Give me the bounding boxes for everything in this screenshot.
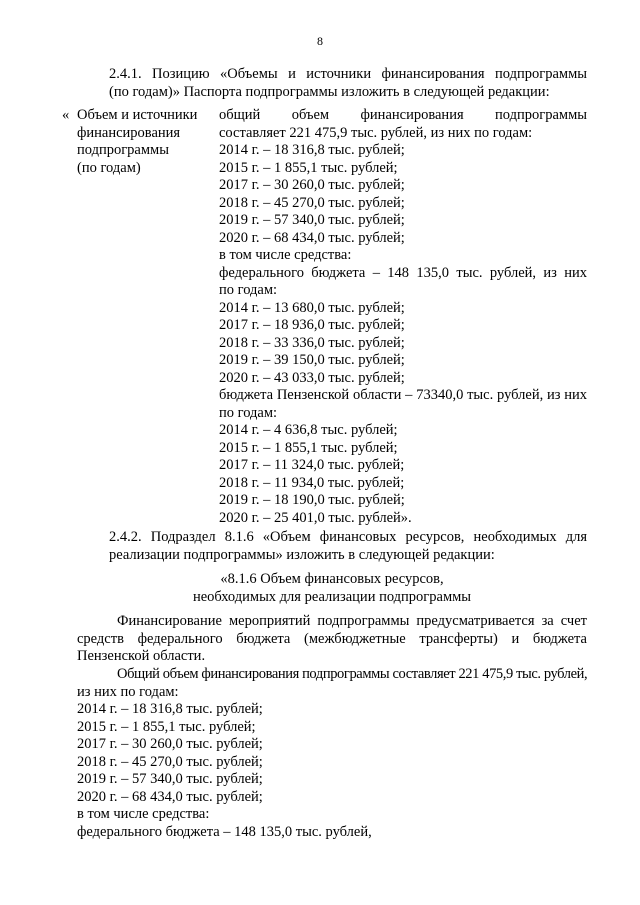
year-line: 2018 г. – 45 270,0 тыс. рублей; <box>77 753 263 770</box>
right-line: бюджета Пензенской области – 73340,0 тыс. рублей, из них <box>219 387 587 403</box>
section-241-line1: 2.4.1. Позицию «Объемы и источники финансирования подпрограммы <box>109 66 587 82</box>
left-line: подпрограммы <box>77 142 169 158</box>
left-line: Объем и источники <box>77 107 198 123</box>
right-line: по годам: <box>219 282 278 298</box>
page-number: 8 <box>317 34 323 48</box>
table-left-column <box>77 107 212 177</box>
right-line: 2020 г. – 25 401,0 тыс. рублей». <box>219 509 412 526</box>
right-line: в том числе средства: <box>219 247 352 263</box>
right-line: 2017 г. – 11 324,0 тыс. рублей; <box>219 457 405 473</box>
right-line: 2018 г. – 45 270,0 тыс. рублей; <box>219 194 405 211</box>
right-line: 2015 г. – 1 855,1 тыс. рублей; <box>219 159 398 176</box>
right-line: 2019 г. – 39 150,0 тыс. рублей; <box>219 352 405 368</box>
incl-line: в том числе средства: <box>77 806 210 822</box>
right-line: 2019 г. – 57 340,0 тыс. рублей; <box>219 212 405 228</box>
subheading-line1: «8.1.6 Объем финансовых ресурсов, <box>220 571 444 587</box>
financing-paragraph <box>77 613 587 666</box>
financing-line2: средств федерального бюджета (межбюджетные трансферты) и бюджета <box>77 630 587 647</box>
right-line: 2020 г. – 68 434,0 тыс. рублей; <box>219 229 405 246</box>
right-line: 2018 г. – 11 934,0 тыс. рублей; <box>219 474 405 491</box>
right-line: по годам: <box>219 404 278 421</box>
quote-open: « <box>62 107 70 123</box>
section-242-line2: реализации подпрограммы» изложить в следующей редакции: <box>109 546 495 563</box>
right-line: 2019 г. – 18 190,0 тыс. рублей; <box>219 492 405 508</box>
left-line: финансирования <box>77 124 181 141</box>
year-line: 2015 г. – 1 855,1 тыс. рублей; <box>77 718 256 735</box>
subheading-line2: необходимых для реализации подпрограммы <box>192 588 472 605</box>
right-line: общий объем финансирования подпрограммы <box>219 107 587 123</box>
year-line: 2017 г. – 30 260,0 тыс. рублей; <box>77 736 263 752</box>
right-line: 2017 г. – 30 260,0 тыс. рублей; <box>219 177 405 193</box>
table-right-column <box>219 107 587 527</box>
year-line: 2014 г. – 18 316,8 тыс. рублей; <box>77 701 263 717</box>
section-242-line1: 2.4.2. Подраздел 8.1.6 «Объем финансовых ресурсов, необходимых для <box>109 529 587 545</box>
section-241-line2: (по годам)» Паспорта подпрограммы изложить в следующей редакции: <box>109 83 550 100</box>
total-line1: Общий объем финансирования подпрограммы составляет 221 475,9 тыс. рублей, <box>117 666 588 682</box>
right-line: 2017 г. – 18 936,0 тыс. рублей; <box>219 317 405 333</box>
section-241 <box>77 66 587 101</box>
year-line: 2019 г. – 57 340,0 тыс. рублей; <box>77 771 263 787</box>
financing-line3: Пензенской области. <box>77 648 206 664</box>
total-line2: из них по годам: <box>77 683 179 700</box>
total-paragraph <box>77 666 587 841</box>
right-line: 2014 г. – 13 680,0 тыс. рублей; <box>219 299 405 316</box>
financing-line1: Финансирование мероприятий подпрограммы предусматривается за счет <box>117 613 587 629</box>
federal-line: федерального бюджета – 148 135,0 тыс. рублей, <box>77 823 372 840</box>
right-line: 2015 г. – 1 855,1 тыс. рублей; <box>219 439 398 456</box>
right-line: 2020 г. – 43 033,0 тыс. рублей; <box>219 369 405 386</box>
left-line: (по годам) <box>77 159 141 176</box>
right-line: составляет 221 475,9 тыс. рублей, из них по годам: <box>219 124 533 141</box>
right-line: 2018 г. – 33 336,0 тыс. рублей; <box>219 334 405 351</box>
subheading <box>77 571 587 606</box>
year-line: 2020 г. – 68 434,0 тыс. рублей; <box>77 788 263 805</box>
right-line: 2014 г. – 4 636,8 тыс. рублей; <box>219 422 398 438</box>
section-242 <box>77 529 587 564</box>
right-line: федерального бюджета – 148 135,0 тыс. рублей, из них <box>219 264 587 281</box>
right-line: 2014 г. – 18 316,8 тыс. рублей; <box>219 142 405 158</box>
